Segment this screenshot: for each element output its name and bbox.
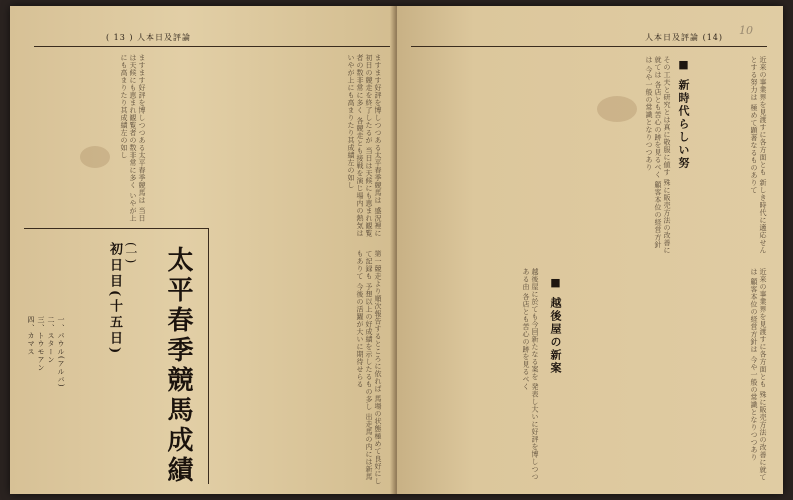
body-column: 第一競走より順次報告するところに依れば xyxy=(374,250,382,393)
left-body-lower xyxy=(212,250,382,486)
header-rule xyxy=(411,46,767,47)
article-subtitle: (一) xyxy=(124,242,138,264)
body-column: いやが上にも高まりたり其成績左の如し xyxy=(347,54,355,189)
right-body-left-lower xyxy=(411,268,539,486)
margin-note: 10 xyxy=(739,24,753,37)
title-box-side-rule xyxy=(208,228,209,484)
result-line: 四、カマス xyxy=(27,316,35,356)
body-column: ますます好評を博しつつある太平春季競馬は xyxy=(138,54,146,204)
body-column: 顧客本位の経営方針は xyxy=(750,278,758,354)
right-body-lower xyxy=(537,268,767,486)
body-column: 盛況裡に初日の競走を終了したるが xyxy=(365,54,382,237)
body-column: 近来の事業界を見渡すに各方面とも xyxy=(759,268,767,388)
right-body-first xyxy=(697,56,767,256)
result-line: 三、トウモアン xyxy=(37,316,45,372)
section-title-2 xyxy=(547,276,563,375)
left-page xyxy=(10,6,396,494)
left-page-header: ( 13 ) 人本日及評論 xyxy=(106,33,192,42)
right-page-header: 人本日及評論 (14) xyxy=(645,33,723,42)
book-spread xyxy=(10,6,783,494)
section-title-text: ■ 越後屋の新案 xyxy=(549,276,562,375)
section-title-text: ■ 新時代らしい努 xyxy=(677,58,690,170)
result-line: 一、パウル(アルバ) xyxy=(57,316,65,388)
result-line: 二、スターン xyxy=(47,316,55,364)
body-column: その工夫と研究とは真に敬服に値す xyxy=(663,56,671,176)
race-results xyxy=(26,316,66,486)
body-column: 出走馬の内には新馬もありて xyxy=(356,250,373,481)
body-column: 今や一般の常識となりつつあり xyxy=(750,355,758,461)
body-column: 各店とも苦心の跡を見るべく xyxy=(654,81,662,179)
body-column: 馬場の状態極めて良好にして記録も xyxy=(365,250,382,486)
body-column: 越後屋に於ても今回新たなる案を xyxy=(531,268,539,381)
title-box-top-rule xyxy=(24,228,208,229)
body-column: 今や一般の常識となりつつあり xyxy=(645,66,653,172)
left-body-upper xyxy=(142,54,382,244)
body-column: 新しき時代に適応せんとする努力は xyxy=(750,56,767,254)
body-column: 近来の事業界を見渡すに各方面とも xyxy=(759,56,767,176)
body-column: 予想以上の好成績を示したるもの多し xyxy=(365,282,373,411)
header-rule xyxy=(34,46,390,47)
article-title: 太平春季競馬成績 xyxy=(163,246,193,486)
right-body-upper xyxy=(421,56,671,256)
body-column: 今後の活躍が大いに期待せらる xyxy=(356,282,364,388)
body-column: 顧客本位の経営方針は xyxy=(645,56,662,249)
body-column: 当日は天候にも恵まれ観覧者の数非常に多く xyxy=(129,54,146,222)
body-column: 各店とも苦心の跡を見るべく xyxy=(522,293,530,391)
body-column: 当日は天候にも恵まれ観覧者の数非常に多く xyxy=(356,54,373,237)
body-column: 極めて顕著なるものありて xyxy=(750,103,758,194)
day-label: 初日目(十五日) xyxy=(107,242,122,357)
body-column: いやが上にも高まりたり其成績左の如し xyxy=(120,54,137,222)
right-page xyxy=(397,6,783,494)
body-column: 各競走とも接戦を演じ場内の熱気は xyxy=(356,116,364,237)
body-column: 殊に販売方法の改善に就ては xyxy=(750,268,767,481)
body-column: 発表し大いに好評を博しつつある由 xyxy=(522,268,539,481)
section-title-1 xyxy=(675,58,691,170)
body-column: 殊に販売方法の改善に就ては xyxy=(654,56,671,254)
left-body-prev xyxy=(26,54,146,224)
age-stain xyxy=(80,146,110,168)
age-stain xyxy=(597,96,637,122)
body-column: ますます好評を博しつつある太平春季競馬は xyxy=(374,54,382,204)
